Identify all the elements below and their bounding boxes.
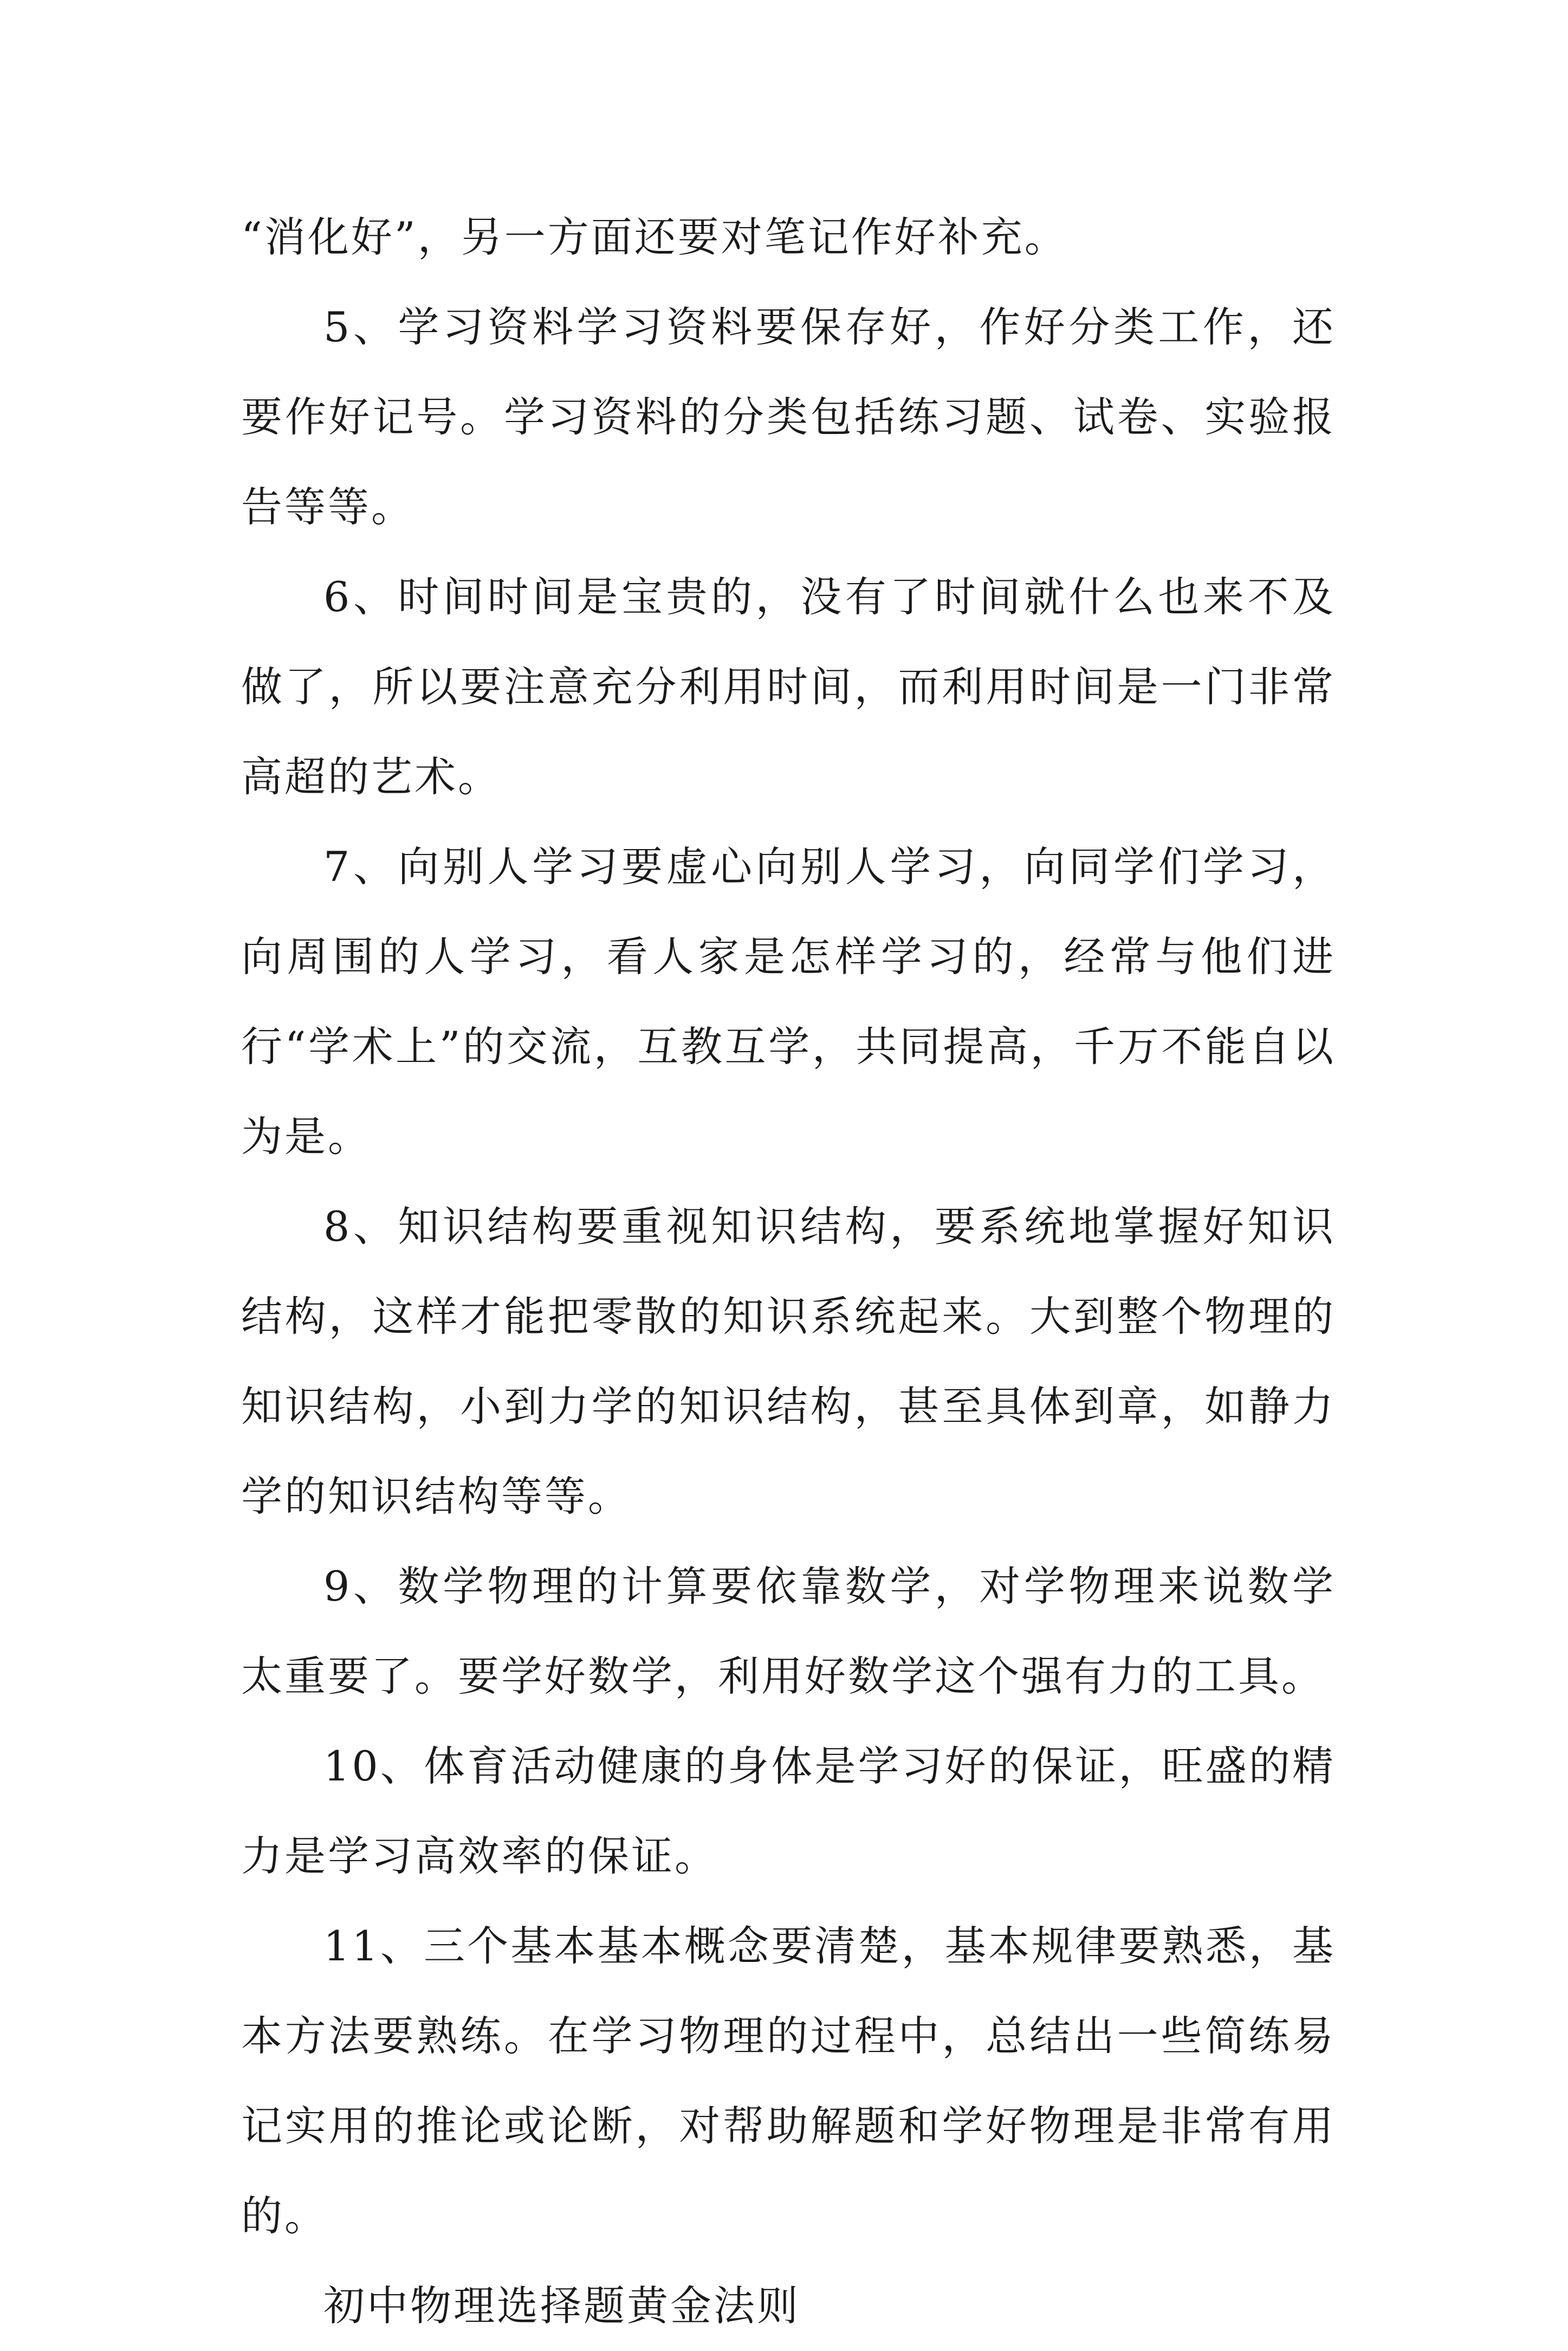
paragraph-1: “消化好”，另一方面还要对笔记作好补充。	[241, 213, 1068, 261]
document-body	[241, 192, 1336, 2351]
paragraph-6: 9、数学物理的计算要依靠数学，对学物理来说数学太重要了。要学好数学，利用好数学这个强有力的工具。	[241, 1562, 1336, 1700]
paragraph-5: 8、知识结构要重视知识结构，要系统地掌握好知识结构，这样才能把零散的知识系统起来。大到整个物理的知识结构，小到力学的知识结构，甚至具体到章，如静力学的知识结构等等。	[241, 1202, 1336, 1520]
section-heading: 初中物理选择题黄金法则	[323, 2282, 800, 2330]
paragraph-4: 7、向别人学习要虚心向别人学习，向同学们学习，向周围的人学习，看人家是怎样学习的，经常与他们进行“学术上”的交流，互教互学，共同提高，千万不能自以为是。	[241, 843, 1336, 1161]
paragraph-3: 6、时间时间是宝贵的，没有了时间就什么也来不及做了，所以要注意充分利用时间，而利用时间是一门非常高超的艺术。	[241, 573, 1336, 801]
paragraph-2: 5、学习资料学习资料要保存好，作好分类工作，还要作好记号。学习资料的分类包括练习题、试卷、实验报告等等。	[241, 303, 1336, 531]
paragraph-8: 11、三个基本基本概念要清楚，基本规律要熟悉，基本方法要熟练。在学习物理的过程中，总结出一些简练易记实用的推论或论断，对帮助解题和学好物理是非常有用的。	[241, 1922, 1336, 2240]
paragraph-7: 10、体育活动健康的身体是学习好的保证，旺盛的精力是学习高效率的保证。	[241, 1742, 1336, 1880]
